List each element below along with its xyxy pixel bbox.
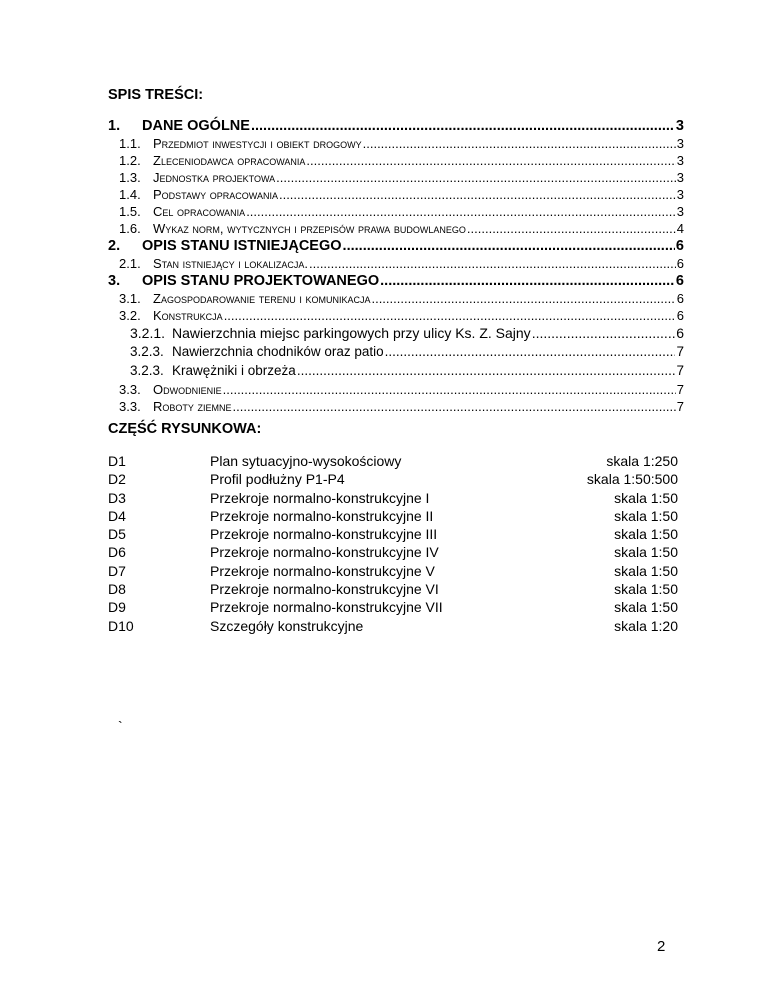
toc-entry-number: 3.3. [119, 399, 141, 414]
toc-entry-page: 6 [676, 325, 684, 341]
toc-dot-leader [380, 273, 675, 289]
toc-entry-number: 1.4. [119, 187, 141, 202]
toc-dot-leader [251, 118, 675, 134]
toc-entry-title: DANE OGÓLNE [142, 118, 250, 134]
toc-entry-title: Odwodnienie [153, 382, 222, 397]
drawing-code: D3 [108, 489, 126, 506]
toc-dot-leader [306, 153, 675, 168]
drawing-scale: skala 1:50 [614, 507, 678, 524]
drawing-title: Przekroje normalno-konstrukcyjne V [210, 562, 435, 579]
drawing-title: Przekroje normalno-konstrukcyjne III [210, 526, 438, 543]
toc-entry-number: 1. [108, 118, 121, 134]
drawings-list [108, 452, 678, 635]
toc-dot-leader [223, 382, 676, 397]
toc-entry-title: Nawierzchnia chodników oraz patio [172, 344, 384, 359]
toc-entry[interactable] [108, 291, 684, 308]
toc-entry[interactable] [108, 325, 684, 344]
drawing-title: Przekroje normalno-konstrukcyjne II [210, 507, 434, 524]
drawing-scale: skala 1:50 [614, 562, 678, 579]
toc-entry-title: Podstawy opracowania [153, 187, 278, 202]
toc-entry[interactable] [108, 170, 684, 187]
toc-entry-number: 3.1. [119, 291, 141, 306]
toc-entry[interactable] [108, 399, 684, 416]
drawing-scale: skala 1:50 [614, 489, 678, 506]
toc-entry-page: 7 [676, 363, 684, 378]
toc-dot-leader [309, 256, 676, 271]
toc-dot-leader [233, 399, 676, 414]
toc-entry-number: 1.2. [119, 153, 141, 168]
toc-entry-number: 1.1. [119, 136, 141, 151]
toc-entry[interactable] [108, 221, 684, 238]
toc-entry-page: 3 [676, 187, 684, 202]
table-of-contents [108, 118, 684, 416]
drawing-row [108, 598, 678, 616]
drawing-code: D1 [108, 453, 126, 469]
toc-entry-title: Jednostka projektowa [153, 170, 276, 185]
toc-entry[interactable] [108, 136, 684, 153]
toc-heading: SPIS TREŚCI: [108, 87, 204, 103]
drawing-scale: skala 1:50 [614, 581, 678, 598]
drawing-row [108, 507, 678, 525]
toc-entry-title: Cel opracowania [153, 204, 246, 219]
drawing-scale: skala 1:50 [614, 599, 678, 616]
toc-entry-page: 7 [676, 399, 684, 414]
toc-entry-page: 7 [676, 382, 684, 397]
toc-entry-page: 3 [676, 170, 684, 185]
toc-dot-leader [279, 187, 676, 202]
toc-entry-number: 2.1. [119, 256, 141, 271]
toc-entry-page: 7 [676, 344, 684, 359]
drawing-code: D9 [108, 599, 126, 616]
drawing-code: D10 [108, 617, 134, 634]
toc-entry-page: 4 [676, 221, 684, 236]
toc-entry-title: Wykaz norm, wytycznych i przepisów prawa budowlanego [153, 221, 466, 236]
toc-entry[interactable] [108, 344, 684, 363]
toc-entry[interactable] [108, 187, 684, 204]
toc-entry[interactable] [108, 256, 684, 273]
toc-entry-page: 3 [675, 118, 684, 134]
drawing-row [108, 525, 678, 543]
drawing-scale: skala 1:20 [614, 617, 678, 634]
drawing-code: D6 [108, 544, 126, 561]
toc-entry[interactable] [108, 204, 684, 221]
toc-dot-leader [246, 204, 676, 219]
toc-entry[interactable] [108, 153, 684, 170]
toc-entry-page: 3 [676, 153, 684, 168]
toc-entry-title: Nawierzchnia miejsc parkingowych przy ulicy Ks. Z. Sajny [172, 325, 531, 341]
drawing-row [108, 452, 678, 470]
drawing-code: D5 [108, 526, 126, 543]
toc-entry-page: 6 [676, 256, 684, 271]
toc-entry-title: Zagospodarowanie terenu i komunikacja [153, 291, 371, 306]
toc-entry-number: 3.3. [119, 382, 141, 397]
drawing-row [108, 543, 678, 561]
toc-entry-number: 3. [108, 273, 121, 289]
drawing-scale: skala 1:50:500 [586, 471, 678, 488]
toc-entry-title: Krawężniki i obrzeża [172, 363, 296, 378]
drawing-scale: skala 1:50 [614, 544, 678, 561]
drawing-row [108, 580, 678, 598]
toc-entry[interactable] [108, 273, 684, 291]
toc-entry-number: 1.5. [119, 204, 141, 219]
drawing-title: Przekroje normalno-konstrukcyjne VI [210, 581, 439, 598]
toc-entry-title: Przedmiot inwestycji i obiekt drogowy [153, 136, 362, 151]
toc-entry-number: 3.2.3. [130, 363, 164, 378]
drawing-row [108, 470, 678, 488]
toc-entry-number: 1.6. [119, 221, 141, 236]
drawing-code: D8 [108, 581, 126, 598]
toc-entry-title: OPIS STANU PROJEKTOWANEGO [142, 273, 380, 289]
toc-entry[interactable] [108, 118, 684, 136]
toc-entry-page: 6 [675, 238, 684, 254]
toc-dot-leader [343, 238, 675, 254]
toc-entry-number: 3.2.1. [130, 325, 166, 341]
drawing-code: D7 [108, 562, 126, 579]
drawing-title: Przekroje normalno-konstrukcyjne VII [210, 599, 443, 616]
toc-entry[interactable] [108, 308, 684, 325]
toc-dot-leader [297, 363, 676, 378]
toc-entry[interactable] [108, 363, 684, 382]
drawing-scale: skala 1:250 [606, 453, 678, 469]
toc-entry-page: 6 [675, 273, 684, 289]
toc-entry-number: 2. [108, 238, 121, 254]
page-number: 2 [657, 938, 666, 955]
toc-entry-title: Konstrukcja [153, 308, 223, 323]
toc-entry-page: 3 [676, 136, 684, 151]
toc-dot-leader [467, 221, 676, 236]
toc-dot-leader [363, 136, 676, 151]
drawing-scale: skala 1:50 [614, 526, 678, 543]
drawing-title: Profil podłużny P1-P4 [210, 471, 345, 488]
toc-entry[interactable] [108, 382, 684, 399]
drawing-row [108, 617, 678, 635]
drawing-title: Przekroje normalno-konstrukcyjne I [210, 489, 430, 506]
toc-entry-page: 6 [676, 291, 684, 306]
drawing-title: Plan sytuacyjno-wysokościowy [210, 453, 402, 469]
drawing-code: D2 [108, 471, 126, 488]
toc-dot-leader [385, 344, 676, 359]
drawing-code: D4 [108, 507, 126, 524]
toc-entry-page: 3 [676, 204, 684, 219]
toc-entry-number: 3.2. [119, 308, 141, 323]
toc-entry-title: Zleceniodawca opracowania [153, 153, 306, 168]
toc-entry-number: 1.3. [119, 170, 141, 185]
toc-entry-number: 3.2.3. [130, 344, 164, 359]
toc-entry-title: OPIS STANU ISTNIEJĄCEGO [142, 238, 342, 254]
drawings-heading: CZĘŚĆ RYSUNKOWA: [108, 421, 262, 437]
toc-entry-page: 6 [676, 308, 684, 323]
toc-dot-leader [276, 170, 676, 185]
toc-entry-title: Roboty ziemne [153, 399, 232, 414]
drawing-row [108, 489, 678, 507]
toc-dot-leader [224, 308, 676, 323]
toc-entry[interactable] [108, 238, 684, 256]
drawing-title: Przekroje normalno-konstrukcyjne IV [210, 544, 439, 561]
drawing-title: Szczegóły konstrukcyjne [210, 617, 364, 634]
toc-entry-title: Stan istniejący i lokalizacja. [153, 256, 308, 271]
stray-mark: ` [118, 718, 123, 734]
toc-dot-leader [371, 291, 675, 306]
toc-dot-leader [532, 325, 676, 341]
drawing-row [108, 562, 678, 580]
